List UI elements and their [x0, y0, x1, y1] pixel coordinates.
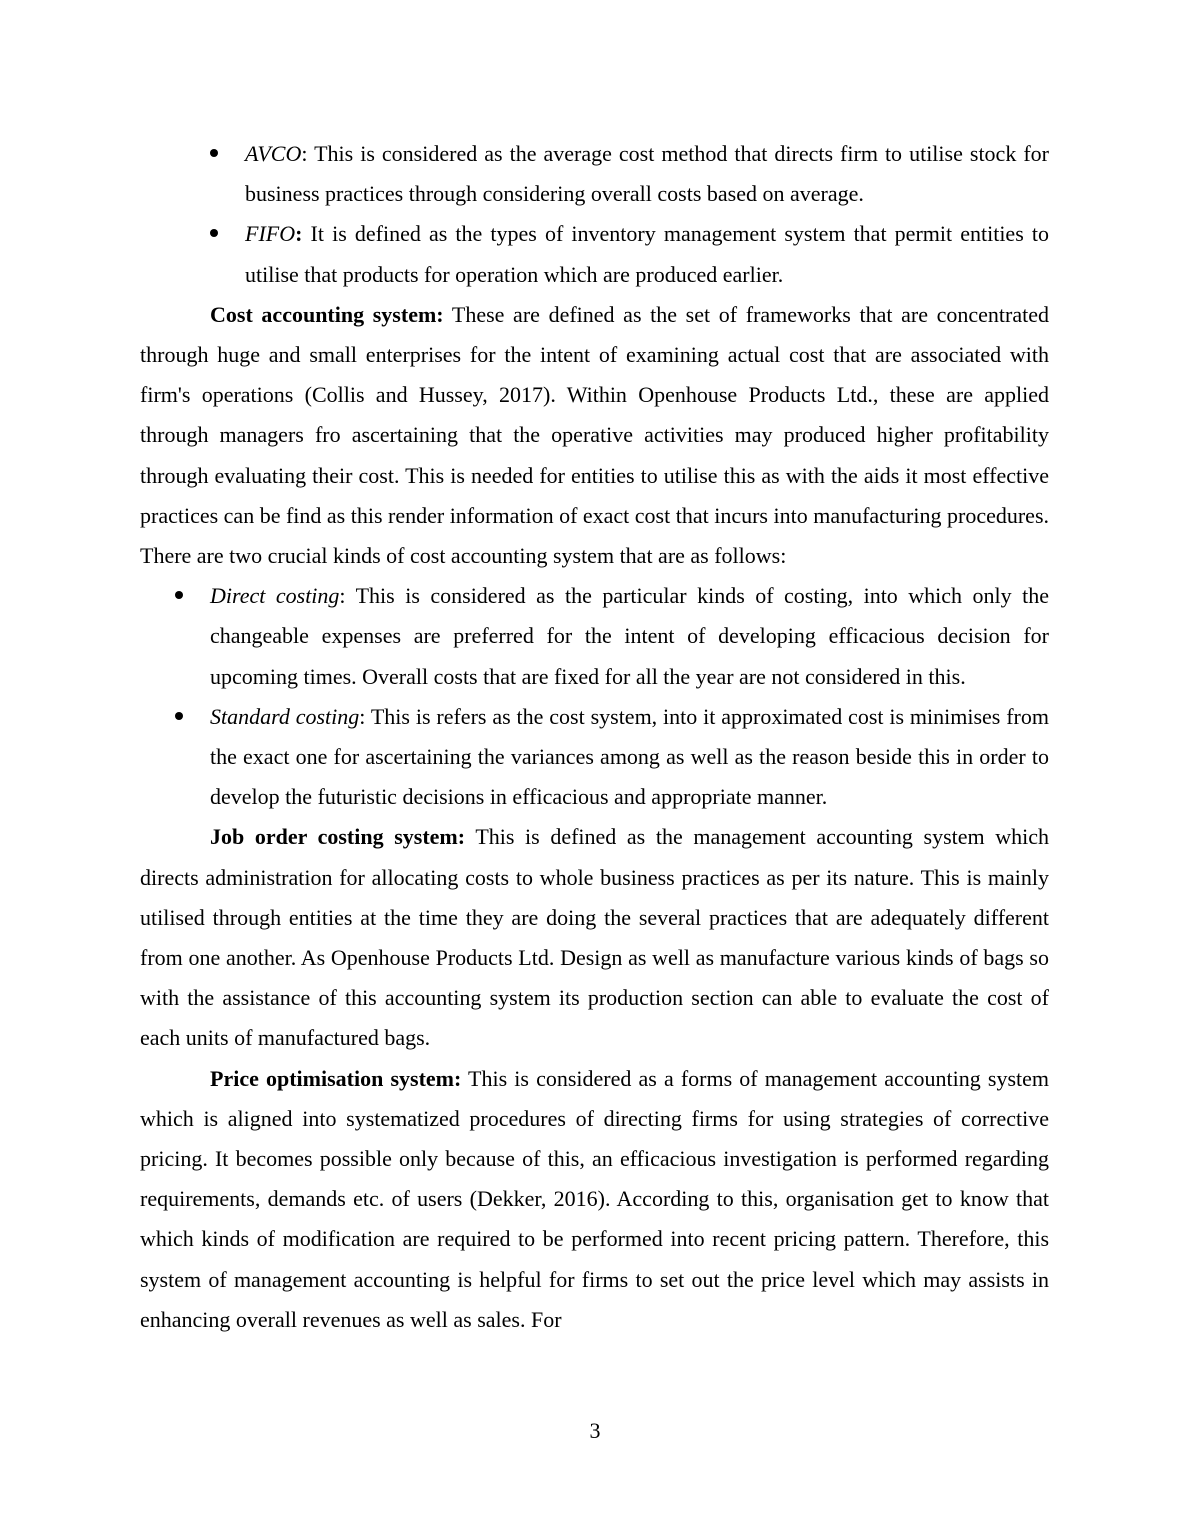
- paragraph-price-optimisation: [140, 1059, 1049, 1340]
- avco-text: : This is considered as the average cost method that directs firm to utilise stock for business practices through considering overall costs based on average.: [245, 141, 1049, 207]
- inventory-methods-list: [140, 134, 1049, 295]
- page-number: 3: [589, 1418, 601, 1443]
- term-avco: AVCO: [245, 141, 302, 166]
- cost-accounting-text: These are defined as the set of frameworks that are concentrated through huge and small enterprises for the intent of examining actual cost that are associated with firm's operations (Collis and Hussey, 2017). Within Openhouse Products Ltd., these are applied through managers fro ascertaining that the operative activities may produced higher profitability through evaluating their cost. This is needed for entities to utilise this as with the aids it most effective practices can be find as this render information of exact cost that incurs into manufacturing procedures. There are two crucial kinds of cost accounting system that are as follows:: [140, 301, 1050, 569]
- heading-job-order: Job order costing system:: [210, 824, 466, 850]
- job-order-text: This is defined as the management accounting system which directs administration for allocating costs to whole business practices as per its nature. This is mainly utilised through entities at the time they are doing the several practices that are adequately different from one another. As Openhouse Products Ltd. Design as well as manufacture various kinds of bags so with the assistance of this accounting system its production section can able to evaluate the cost of each units of manufactured bags.: [140, 824, 1049, 1051]
- document-page: [140, 134, 1049, 1340]
- standard-costing-text: : This is refers as the cost system, into it approximated cost is minimises from the exact one for ascertaining the variances among as well as the reason beside this in order to develop the futuristic decisions in efficacious and appropriate manner.: [210, 703, 1049, 810]
- list-item-standard-costing: [140, 697, 1049, 818]
- fifo-text: It is defined as the types of inventory management system that permit entities to utilise that products for operation which are produced earlier.: [245, 221, 1049, 287]
- heading-cost-accounting: Cost accounting system:: [210, 301, 444, 327]
- list-item-avco: [140, 134, 1049, 214]
- direct-costing-text: : This is considered as the particular kinds of costing, into which only the changeable expenses are preferred for the intent of developing efficacious decision for upcoming times. Overall costs that are fixed for all the year are not considered in this.: [210, 583, 1050, 689]
- heading-price-optimisation: Price optimisation system:: [210, 1065, 462, 1091]
- list-item-fifo: [140, 214, 1049, 294]
- term-fifo: FIFO: [245, 221, 296, 247]
- bullet-icon: [210, 149, 218, 157]
- paragraph-job-order: [140, 817, 1049, 1058]
- cost-system-types-list: [140, 576, 1049, 817]
- price-optimisation-text: This is considered as a forms of management accounting system which is aligned into systematized procedures of directing firms for using strategies of corrective pricing. It becomes possible only because of this, an efficacious investigation is performed regarding requirements, demands etc. of users (Dekker, 2016). According to this, organisation get to know that which kinds of modification are required to be performed into recent pricing pattern. Therefore, this system of management accounting is helpful for firms to set out the price level which may assists in enhancing overall revenues as well as sales. For: [140, 1065, 1050, 1332]
- fifo-colon: :: [295, 221, 303, 247]
- paragraph-cost-accounting: [140, 295, 1049, 576]
- list-item-direct-costing: [140, 576, 1049, 697]
- bullet-icon: [175, 712, 183, 720]
- bullet-icon: [175, 591, 183, 599]
- term-direct-costing: Direct costing: [210, 583, 340, 609]
- term-standard-costing: Standard costing: [210, 703, 360, 729]
- bullet-icon: [210, 229, 218, 237]
